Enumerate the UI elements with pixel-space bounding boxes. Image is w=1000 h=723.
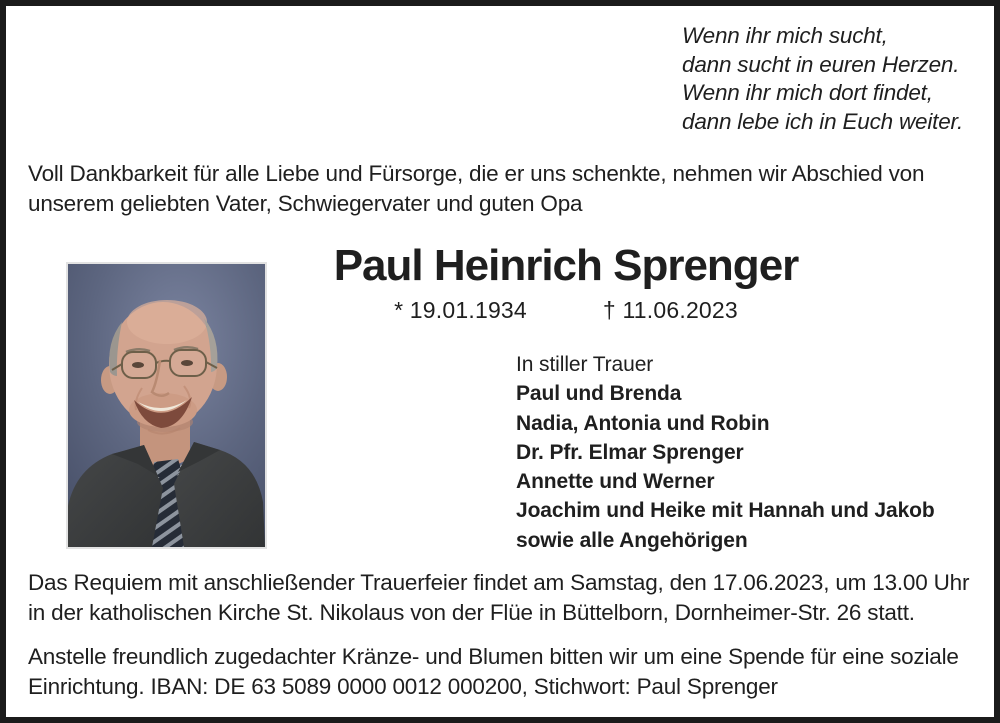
deceased-header (286, 242, 846, 324)
poem-line: Wenn ihr mich sucht, (682, 23, 888, 48)
mourners-heading: In stiller Trauer (516, 353, 654, 376)
mourner-name: Dr. Pfr. Elmar Sprenger (516, 440, 744, 464)
intro-text (28, 159, 924, 219)
death-date: † 11.06.2023 (602, 297, 738, 323)
service-line: in der katholischen Kirche St. Nikolaus von der Flüe in Büttelborn, Dornheimer-Str. 26 statt. (28, 599, 915, 625)
intro-line: unserem geliebten Vater, Schwiegervater und guten Opa (28, 191, 583, 216)
life-dates (286, 297, 846, 324)
mourners-block (516, 350, 935, 555)
mourner-name: sowie alle Angehörigen (516, 528, 748, 552)
portrait-photo-illustration (68, 264, 265, 547)
portrait-photo (66, 262, 267, 549)
donation-info (28, 642, 959, 701)
mourner-name: Annette und Werner (516, 470, 715, 494)
donation-line: Einrichtung. IBAN: DE 63 5089 0000 0012 000200, Stichwort: Paul Sprenger (28, 673, 778, 699)
poem-line: dann sucht in euren Herzen. (682, 51, 960, 77)
service-line: Das Requiem mit anschließender Trauerfeier findet am Samstag, den 17.06.2023, um 13.00 Uhr (28, 570, 970, 595)
intro-line: Voll Dankbarkeit für alle Liebe und Fürsorge, die er uns schenkte, nehmen wir Abschied von (28, 161, 925, 186)
poem-line: dann lebe ich in Euch weiter. (682, 108, 964, 134)
birth-date: * 19.01.1934 (394, 297, 527, 323)
mourner-name: Nadia, Antonia und Robin (516, 411, 770, 435)
mourner-name: Paul und Brenda (516, 382, 682, 406)
memorial-poem (682, 22, 963, 136)
deceased-name: Paul Heinrich Sprenger (333, 241, 799, 290)
mourner-name: Joachim und Heike mit Hannah und Jakob (516, 499, 935, 523)
poem-line: Wenn ihr mich dort findet, (682, 80, 933, 105)
donation-line: Anstelle freundlich zugedachter Kränze- und Blumen bitten wir um eine Spende für eine soziale (28, 644, 959, 669)
service-info (28, 568, 969, 627)
